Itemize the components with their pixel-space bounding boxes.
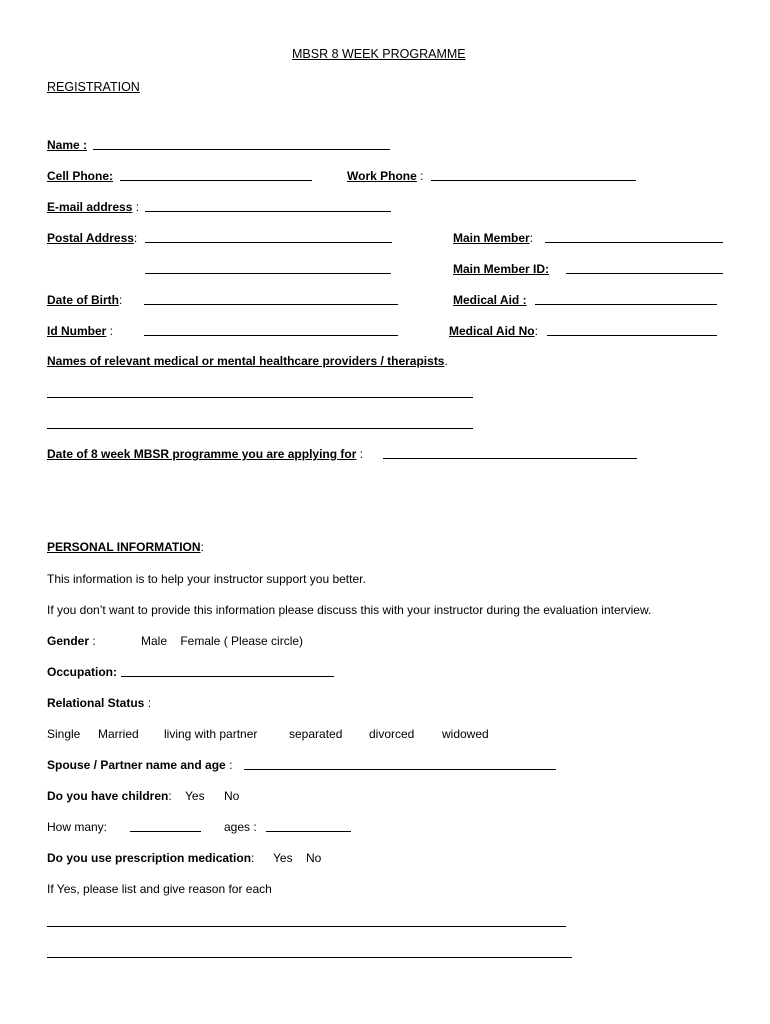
work-phone-field[interactable] bbox=[431, 180, 636, 181]
dob-field[interactable] bbox=[144, 304, 398, 305]
dob-label-wrap: Date of Birth: bbox=[47, 293, 123, 307]
email-label: E-mail address bbox=[47, 200, 133, 214]
medication-list-field-1[interactable] bbox=[47, 926, 566, 927]
id-number-label: Id Number bbox=[47, 324, 107, 338]
id-number-label-wrap: Id Number : bbox=[47, 324, 114, 338]
children-no[interactable]: No bbox=[224, 789, 240, 803]
main-member-id-field[interactable] bbox=[566, 273, 723, 274]
postal-address-field-1[interactable] bbox=[145, 242, 392, 243]
name-field[interactable] bbox=[93, 149, 390, 150]
medication-label: Do you use prescription medication bbox=[47, 851, 252, 865]
email-label-wrap: E-mail address : bbox=[47, 200, 140, 214]
dob-label: Date of Birth bbox=[47, 293, 119, 307]
status-single[interactable]: Single bbox=[47, 727, 81, 741]
medication-no[interactable]: No bbox=[306, 851, 322, 865]
children-yes[interactable]: Yes bbox=[185, 789, 205, 803]
how-many-label: How many: bbox=[47, 820, 108, 834]
medical-aid-no-label-wrap: Medical Aid No: bbox=[449, 324, 538, 338]
providers-label: Names of relevant medical or mental healthcare providers / therapists bbox=[47, 354, 445, 368]
intro-text-1: This information is to help your instructor support you better. bbox=[47, 572, 366, 586]
status-divorced[interactable]: divorced bbox=[369, 727, 415, 741]
medical-aid-no-label: Medical Aid No bbox=[449, 324, 535, 338]
programme-date-label-wrap: Date of 8 week MBSR programme you are applying for : bbox=[47, 447, 364, 461]
main-member-field[interactable] bbox=[545, 242, 723, 243]
occupation-label: Occupation: bbox=[47, 665, 118, 679]
work-phone-label: Work Phone bbox=[347, 169, 417, 183]
email-field[interactable] bbox=[145, 211, 391, 212]
status-widowed[interactable]: widowed bbox=[442, 727, 489, 741]
occupation-field[interactable] bbox=[121, 676, 334, 677]
spouse-field[interactable] bbox=[244, 769, 556, 770]
main-member-label-wrap: Main Member: bbox=[453, 231, 534, 245]
providers-label-wrap: Names of relevant medical or mental healthcare providers / therapists. bbox=[47, 354, 448, 368]
programme-date-field[interactable] bbox=[383, 458, 637, 459]
how-many-field[interactable] bbox=[130, 831, 201, 832]
ages-field[interactable] bbox=[266, 831, 351, 832]
personal-heading-wrap: PERSONAL INFORMATION: bbox=[47, 540, 204, 554]
page-title: MBSR 8 WEEK PROGRAMME bbox=[292, 47, 466, 61]
medication-list-field-2[interactable] bbox=[47, 957, 572, 958]
status-living-with-partner[interactable]: living with partner bbox=[164, 727, 258, 741]
children-label: Do you have children bbox=[47, 789, 169, 803]
medication-label-wrap: Do you use prescription medication: bbox=[47, 851, 255, 865]
status-married[interactable]: Married bbox=[98, 727, 139, 741]
relational-label: Relational Status bbox=[47, 696, 145, 710]
gender-options[interactable]: Male Female ( Please circle) bbox=[141, 634, 304, 648]
postal-address-label-wrap: Postal Address: bbox=[47, 231, 138, 245]
gender-label: Gender bbox=[47, 634, 90, 648]
cell-phone-label: Cell Phone: bbox=[47, 169, 114, 183]
work-phone-label-wrap: Work Phone : bbox=[347, 169, 424, 183]
children-label-wrap: Do you have children: bbox=[47, 789, 172, 803]
medication-yes[interactable]: Yes bbox=[273, 851, 293, 865]
gender-label-wrap: Gender : bbox=[47, 634, 96, 648]
providers-field-1[interactable] bbox=[47, 397, 473, 398]
main-member-label: Main Member bbox=[453, 231, 530, 245]
medical-aid-field[interactable] bbox=[535, 304, 717, 305]
personal-heading: PERSONAL INFORMATION bbox=[47, 540, 201, 554]
medical-aid-label: Medical Aid : bbox=[453, 293, 527, 307]
name-label: Name : bbox=[47, 138, 88, 152]
spouse-label-wrap: Spouse / Partner name and age : bbox=[47, 758, 233, 772]
main-member-id-label: Main Member ID: bbox=[453, 262, 550, 276]
spouse-label: Spouse / Partner name and age bbox=[47, 758, 226, 772]
if-yes-label: If Yes, please list and give reason for each bbox=[47, 882, 272, 896]
ages-label: ages : bbox=[224, 820, 257, 834]
providers-field-2[interactable] bbox=[47, 428, 473, 429]
medical-aid-no-field[interactable] bbox=[547, 335, 717, 336]
cell-phone-field[interactable] bbox=[120, 180, 312, 181]
registration-heading: REGISTRATION bbox=[47, 80, 140, 94]
postal-address-field-2[interactable] bbox=[145, 273, 391, 274]
programme-date-label: Date of 8 week MBSR programme you are applying for bbox=[47, 447, 357, 461]
status-separated[interactable]: separated bbox=[289, 727, 343, 741]
id-number-field[interactable] bbox=[144, 335, 398, 336]
postal-address-label: Postal Address bbox=[47, 231, 134, 245]
relational-label-wrap: Relational Status : bbox=[47, 696, 152, 710]
intro-text-2: If you don’t want to provide this information please discuss this with your instructor during the evaluation interview. bbox=[47, 603, 652, 617]
